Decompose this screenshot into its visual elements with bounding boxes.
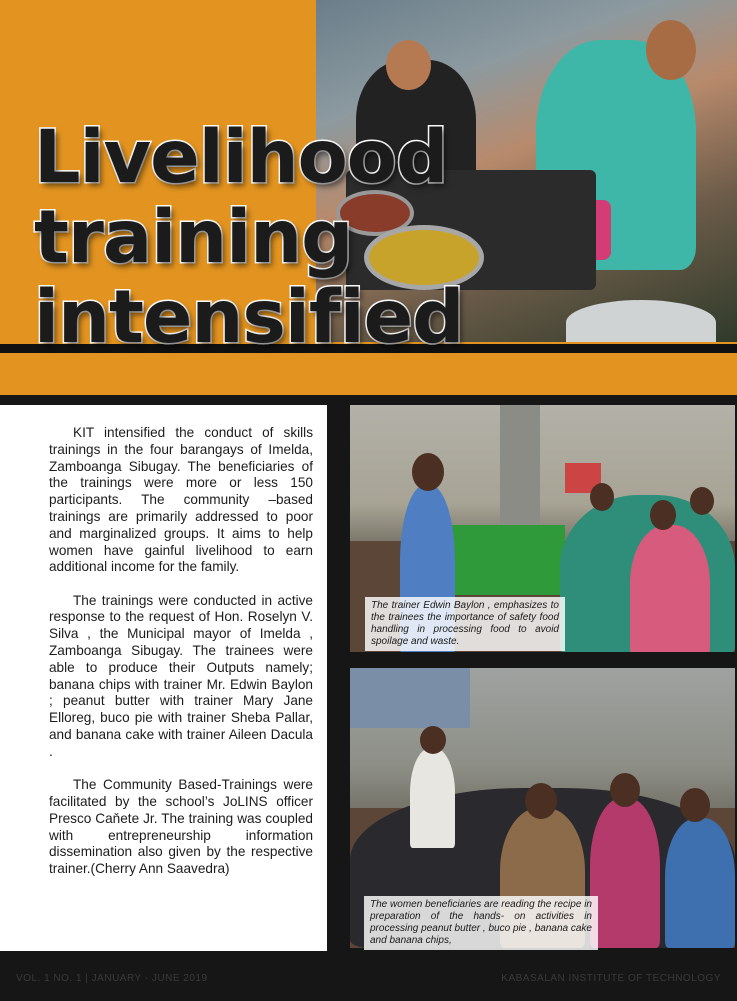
photo-caption: The women beneficiaries are reading the recipe in preparation of the hands- on activities in processing peanut butter , buco pie , banana cake and banana chips, [364,896,598,950]
photo-person-head [386,40,431,90]
photo-person-head [590,483,614,511]
photo-person [590,798,660,948]
article-paragraph: The Community Based-Trainings were facilitated by the school’s JoLINS officer Presco Caňete Jr. The training was coupled with entrepreneurship information dissemination also given by the respective trainer.(Cherry Ann Saavedra) [49,777,313,877]
photo-table [445,525,565,595]
photo-person-head [690,487,714,515]
issue-info: VOL. 1 NO. 1 | JANUARY - JUNE 2019 [16,973,208,984]
photo-person [665,818,735,948]
photo-person-head [650,500,676,530]
article-body [49,425,313,894]
photo-person-head [610,773,640,807]
photo-crowd [630,525,710,652]
photo-person-head [412,453,444,491]
institution-name: KABASALAN INSTITUTE OF TECHNOLOGY [501,973,721,984]
photo-colander [566,300,716,342]
photo-person-head [420,726,446,754]
article-paragraph: The trainings were conducted in active response to the request of Hon. Roselyn V. Silva , the Municipal mayor of Imelda , Zamboanga Sibugay. The trainees were able to produce their Outputs namely; banana chips with trainer Mr. Edwin Baylon ; peanut butter with trainer Mary Jane Elloreg, buco pie with trainer Sheba Pallar, and banana cake with trainer Aileen Dacula . [49,592,313,759]
photo-pillar [350,668,470,728]
photo-caption: The trainer Edwin Baylon , emphasizes to the trainees the importance of safety food handling in processing food to avoid spoilage and waste. [365,597,565,651]
photo-person-head [525,783,557,819]
photo-person-head [646,20,696,80]
article-paragraph: KIT intensified the conduct of skills trainings in the four barangays of Imelda, Zamboanga Sibugay. The beneficiaries of the trainings were more or less 150 participants. The community –based trainings are primarily addressed to poor and marginalized groups. It aims to help women have gainful livelihood to earn additional income for the family. [49,425,313,575]
photo-person-head [680,788,710,822]
photo-person [410,748,455,848]
page-title: Livelihood training intensified [34,115,464,360]
photo-pillar [500,405,540,545]
